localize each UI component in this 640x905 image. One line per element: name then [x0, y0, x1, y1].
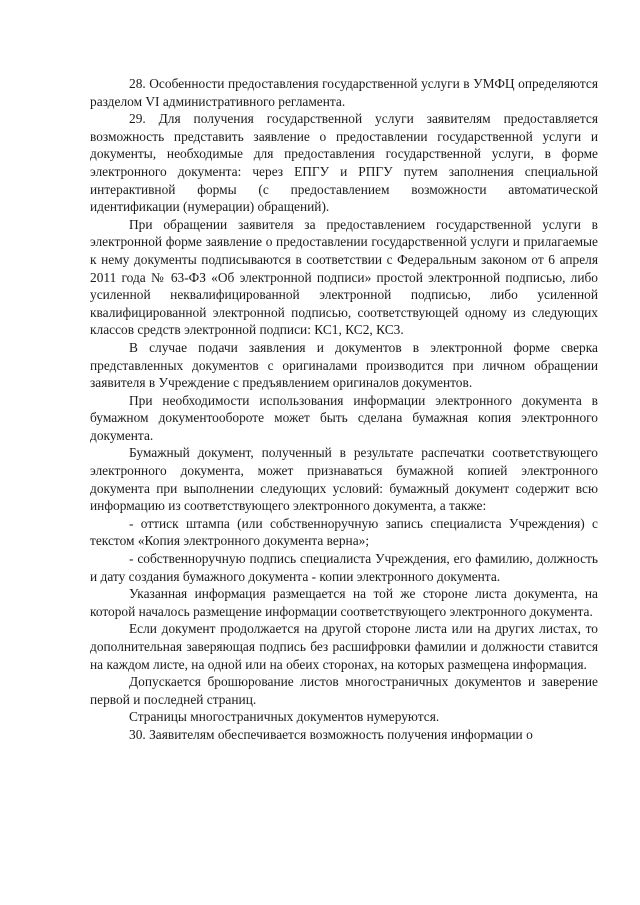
paragraph-electronic-signature: При обращении заявителя за предоставлением государственной услуги в электронной форме заявление о предоставлении государственной услуги и прилагаемые к нему документы подписываются в соответствии с Федеральным законом от 6 апреля 2011 года № 63-ФЗ «Об электронной подписи» простой электронной подписью, либо усиленной неквалифицированной электронной подписью, либо усиленной квалифицированной электронной подписью, соответствующей одному из следующих классов средств электронной подписи: КС1, КС2, КС3. [90, 216, 598, 338]
paragraph-29: 29. Для получения государственной услуги заявителям предоставляется возможность представить заявление о предоставлении государственной услуги и документы, необходимые для предоставления государственной услуги, в форме электронного документа: через ЕПГУ и РПГУ путем заполнения специальной интерактивной формы (с предоставлением возможности автоматической идентификации (нумерации) обращений). [90, 111, 598, 215]
paragraph-paper-document-conditions: Бумажный документ, полученный в результате распечатки соответствующего электронного документа, может признаваться бумажной копией электронного документа при выполнении следующих условий: бумажный документ содержит всю информацию из соответствующего электронного документа, а также: [90, 445, 598, 514]
paragraph-paper-copy: При необходимости использования информации электронного документа в бумажном документообороте может быть сделана бумажная копия электронного документа. [90, 392, 598, 443]
paragraph-same-side: Указанная информация размещается на той же стороне листа документа, на которой началось размещение информации соответствующего электронного документа. [90, 586, 598, 619]
paragraph-numbering: Страницы многостраничных документов нумеруются. [129, 709, 440, 725]
document-page [90, 75, 598, 744]
paragraph-binding: Допускается брошюрование листов многостраничных документов и заверение первой и последней страниц. [90, 674, 598, 707]
paragraph-originals-check: В случае подачи заявления и документов в электронной форме сверка представленных документов с оригиналами производится при личном обращении заявителя в Учреждение с предъявлением оригиналов документов. [90, 339, 598, 391]
paragraph-30: 30. Заявителям обеспечивается возможность получения информации о [129, 726, 533, 742]
paragraph-other-side: Если документ продолжается на другой стороне листа или на других листах, то дополнительная заверяющая подпись без расшифровки фамилии и должности ставится на каждом листе, на одной или на обеих сторонах, на которых размещена информация. [90, 621, 598, 672]
list-item-signature: - собственноручную подпись специалиста Учреждения, его фамилию, должность и дату создания бумажного документа - копии электронного документа. [90, 551, 598, 584]
paragraph-28: 28. Особенности предоставления государственной услуги в УМФЦ определяются разделом VI административного регламента. [90, 76, 598, 109]
list-item-stamp: - оттиск штампа (или собственноручную запись специалиста Учреждения) с текстом «Копия электронного документа верна»; [90, 515, 598, 549]
